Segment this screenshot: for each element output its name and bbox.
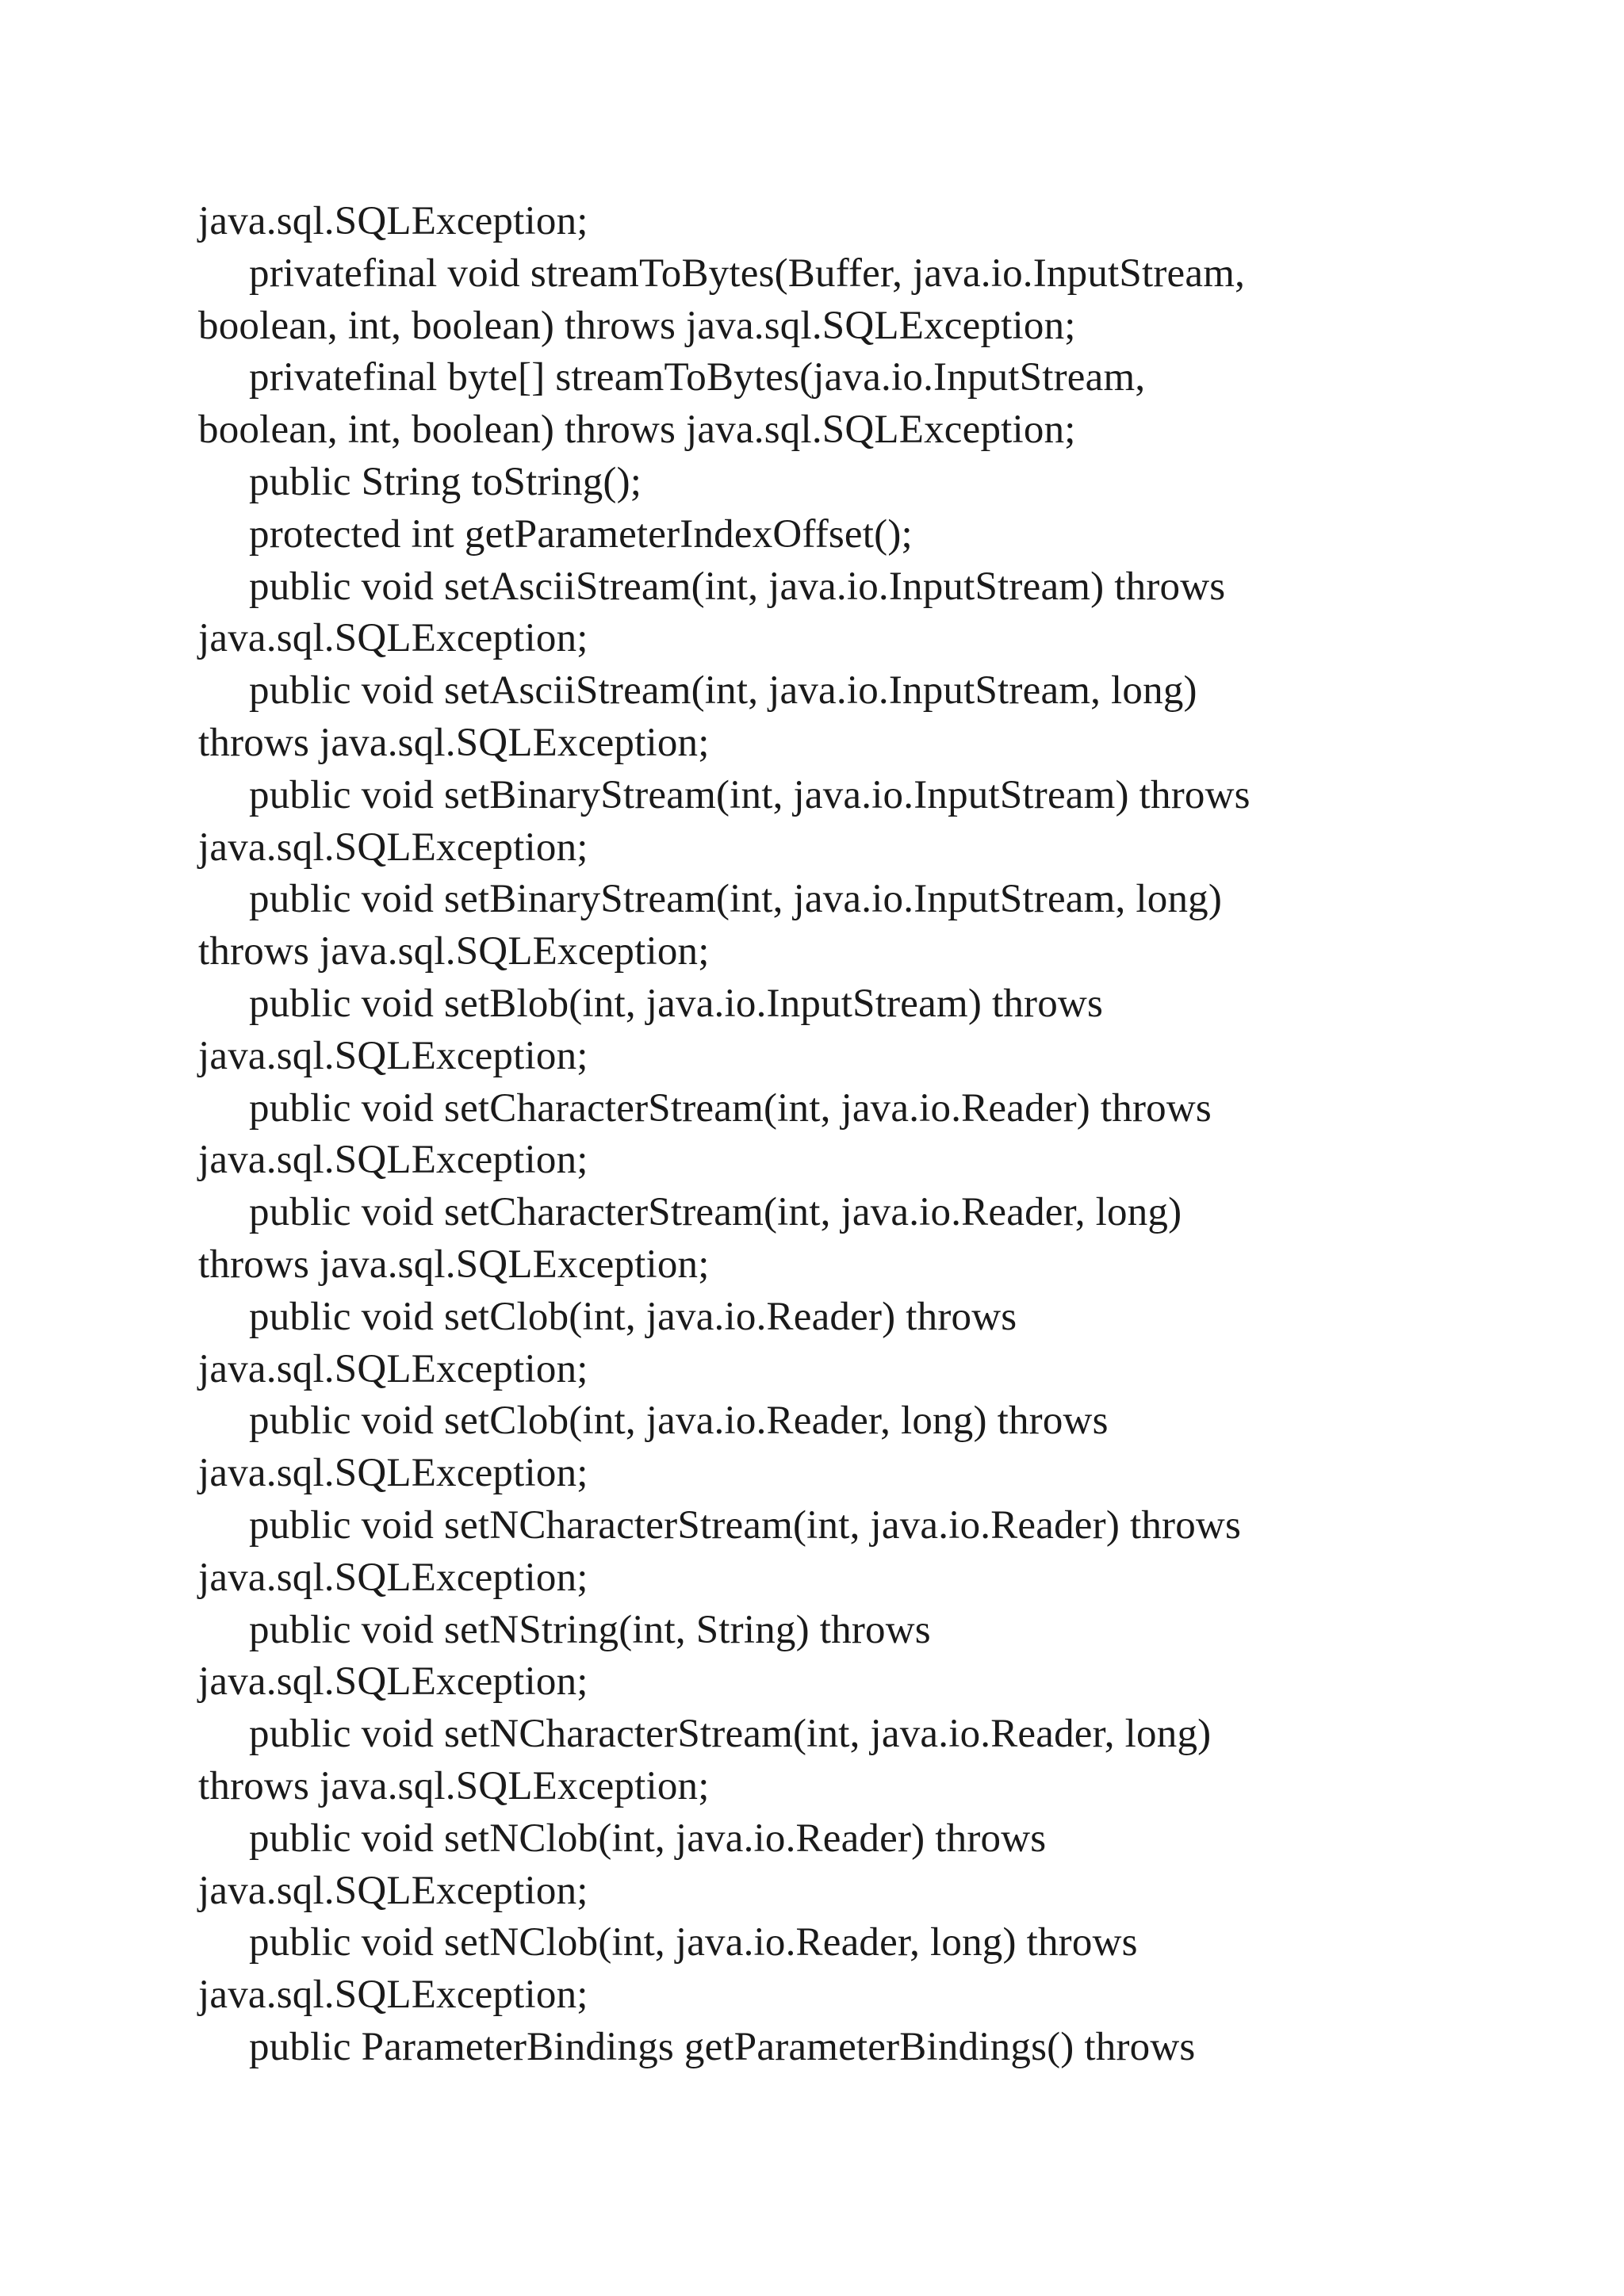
text-line: public void setCharacterStream(int, java.io.Reader, long)	[249, 1190, 1182, 1235]
text-line: public void setNCharacterStream(int, java.io.Reader) throws	[249, 1502, 1241, 1548]
text-line: java.sql.SQLException;	[198, 1659, 588, 1705]
text-line: java.sql.SQLException;	[198, 825, 588, 870]
text-line: privatefinal byte[] streamToBytes(java.io.InputStream,	[249, 355, 1146, 400]
text-line: public void setNClob(int, java.io.Reader) throws	[249, 1816, 1047, 1861]
text-line: public void setNClob(int, java.io.Reader, long) throws	[249, 1920, 1138, 1965]
text-line: protected int getParameterIndexOffset();	[249, 511, 913, 557]
text-line: public void setNCharacterStream(int, java.io.Reader, long)	[249, 1712, 1212, 1757]
text-line: throws java.sql.SQLException;	[198, 1763, 710, 1808]
text-line: public String toString();	[249, 459, 642, 504]
text-line: java.sql.SQLException;	[198, 199, 588, 243]
text-line: throws java.sql.SQLException;	[198, 1242, 710, 1287]
text-line: java.sql.SQLException;	[198, 1346, 588, 1391]
text-line: public void setBinaryStream(int, java.io.InputStream) throws	[249, 772, 1251, 817]
text-line: java.sql.SQLException;	[198, 1555, 588, 1600]
text-line: privatefinal void streamToBytes(Buffer, java.io.InputStream,	[249, 251, 1246, 296]
text-line: public void setAsciiStream(int, java.io.InputStream) throws	[249, 564, 1226, 609]
text-line: java.sql.SQLException;	[198, 1868, 588, 1913]
document-body	[198, 196, 1467, 2074]
text-line: java.sql.SQLException;	[198, 616, 588, 661]
text-line: java.sql.SQLException;	[198, 1138, 588, 1183]
text-line: throws java.sql.SQLException;	[198, 929, 710, 974]
text-line: public void setBinaryStream(int, java.io.InputStream, long)	[249, 877, 1223, 922]
text-line: boolean, int, boolean) throws java.sql.SQLException;	[198, 408, 1076, 453]
text-line: public void setAsciiStream(int, java.io.InputStream, long)	[249, 668, 1197, 714]
text-line: boolean, int, boolean) throws java.sql.SQLException;	[198, 303, 1076, 348]
text-line: public void setClob(int, java.io.Reader) throws	[249, 1294, 1017, 1339]
text-line: public ParameterBindings getParameterBindings() throws	[249, 2024, 1196, 2069]
text-line: public void setCharacterStream(int, java.io.Reader) throws	[249, 1085, 1212, 1131]
text-line: public void setNString(int, String) throws	[249, 1607, 931, 1652]
text-line: public void setClob(int, java.io.Reader, long) throws	[249, 1399, 1109, 1444]
text-line: java.sql.SQLException;	[198, 1973, 588, 2018]
text-line: java.sql.SQLException;	[198, 1451, 588, 1496]
text-line: public void setBlob(int, java.io.InputStream) throws	[249, 981, 1103, 1026]
text-line: java.sql.SQLException;	[198, 1033, 588, 1078]
text-line: throws java.sql.SQLException;	[198, 720, 710, 765]
